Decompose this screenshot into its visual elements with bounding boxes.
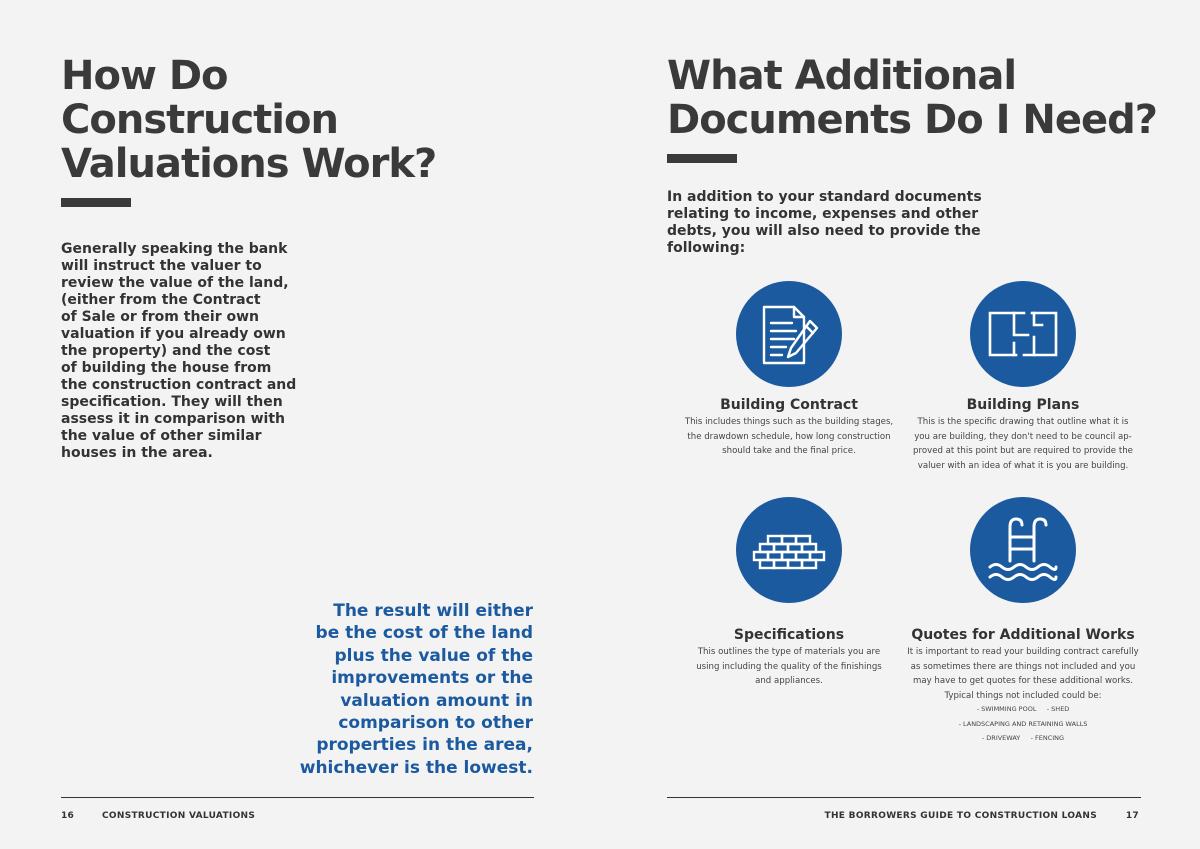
title-line: Documents Do I Need? xyxy=(667,97,1157,143)
bricks-icon xyxy=(736,497,842,603)
body-line: of Sale or from their own xyxy=(61,309,260,325)
quote-line: The result will either xyxy=(333,601,533,621)
title-line: What Additional xyxy=(667,53,1017,99)
page-number: 17 xyxy=(1125,811,1139,821)
not-included-list xyxy=(903,702,1143,746)
quote-line: comparison to other xyxy=(338,713,533,734)
pull-quote xyxy=(300,600,533,779)
body-line: specification. They will then xyxy=(61,394,283,410)
quote-line: be the cost of the land xyxy=(315,623,533,644)
body-line: houses in the area. xyxy=(61,445,213,461)
body-line: Generally speaking the bank xyxy=(61,241,288,257)
item-body-quotes-additional-works: It is important to read your building contract carefully as sometimes there are things not included and you may have to get quotes for these additional works. Typical things not included could be: xyxy=(907,647,1139,701)
body-line: the value of other similar xyxy=(61,428,262,444)
quote-line: improvements or the xyxy=(331,668,533,689)
body-line: will instruct the valuer to xyxy=(61,258,262,274)
title-line: How Do xyxy=(61,53,228,99)
title-underline-bar xyxy=(61,198,131,207)
list-item: - SWIMMING POOL - SHED xyxy=(976,705,1070,713)
left-page-title xyxy=(61,54,436,186)
list-item: - DRIVEWAY - FENCING xyxy=(981,734,1065,742)
title-underline-bar xyxy=(667,154,737,163)
right-page-title xyxy=(667,54,1157,142)
item-title-building-contract: Building Contract xyxy=(720,397,858,413)
item-title-building-plans: Building Plans xyxy=(966,397,1080,413)
body-line: of building the house from xyxy=(61,360,272,376)
title-line: Construction xyxy=(61,97,338,143)
item-body-building-contract: This includes things such as the building stages, the drawdown schedule, how long construction should take and the final price. xyxy=(684,417,894,456)
body-line: the property) and the cost xyxy=(61,343,271,359)
item-title-specifications: Specifications xyxy=(733,627,845,643)
body-line: the construction contract and xyxy=(61,377,297,393)
list-item: - LANDSCAPING AND RETAINING WALLS xyxy=(958,719,1088,728)
item-body-building-plans: This is the specific drawing that outline what it is you are building, they don't need to be council ap- proved at this point but are required to provide the valuer with an idea of what it is you are building. xyxy=(913,417,1133,471)
right-page xyxy=(600,0,1200,849)
item-title-quotes-additional-works: Quotes for Additional Works xyxy=(911,627,1135,643)
right-intro-text xyxy=(667,189,982,257)
footer-rule xyxy=(667,797,1141,798)
quote-line: whichever is the lowest. xyxy=(299,757,533,778)
document-pen-icon xyxy=(736,281,842,387)
title-line: Valuations Work? xyxy=(61,141,437,187)
left-body-text xyxy=(61,241,296,462)
footer-section-title: CONSTRUCTION VALUATIONS xyxy=(102,811,256,821)
intro-line: In addition to your standard documents xyxy=(667,189,982,205)
intro-line: relating to income, expenses and other xyxy=(667,206,979,222)
quote-line: properties in the area, xyxy=(316,735,533,756)
swimming-pool-icon xyxy=(970,497,1076,603)
footer-rule xyxy=(61,797,534,798)
quote-line: plus the value of the xyxy=(334,645,533,666)
body-line: assess it in comparison with xyxy=(61,411,286,427)
page-number: 16 xyxy=(61,811,75,821)
intro-line: following: xyxy=(667,240,746,256)
intro-line: debts, you will also need to provide the xyxy=(667,223,981,239)
body-line: (either from the Contract xyxy=(61,292,261,308)
floor-plan-icon xyxy=(970,281,1076,387)
body-line: valuation if you already own xyxy=(61,326,286,342)
footer-book-title: THE BORROWERS GUIDE TO CONSTRUCTION LOANS xyxy=(824,811,1097,821)
body-line: review the value of the land, xyxy=(61,275,289,291)
item-body-specifications: This outlines the type of materials you are using including the quality of the finishings and appliances. xyxy=(696,647,882,686)
quote-line: valuation amount in xyxy=(340,690,533,711)
